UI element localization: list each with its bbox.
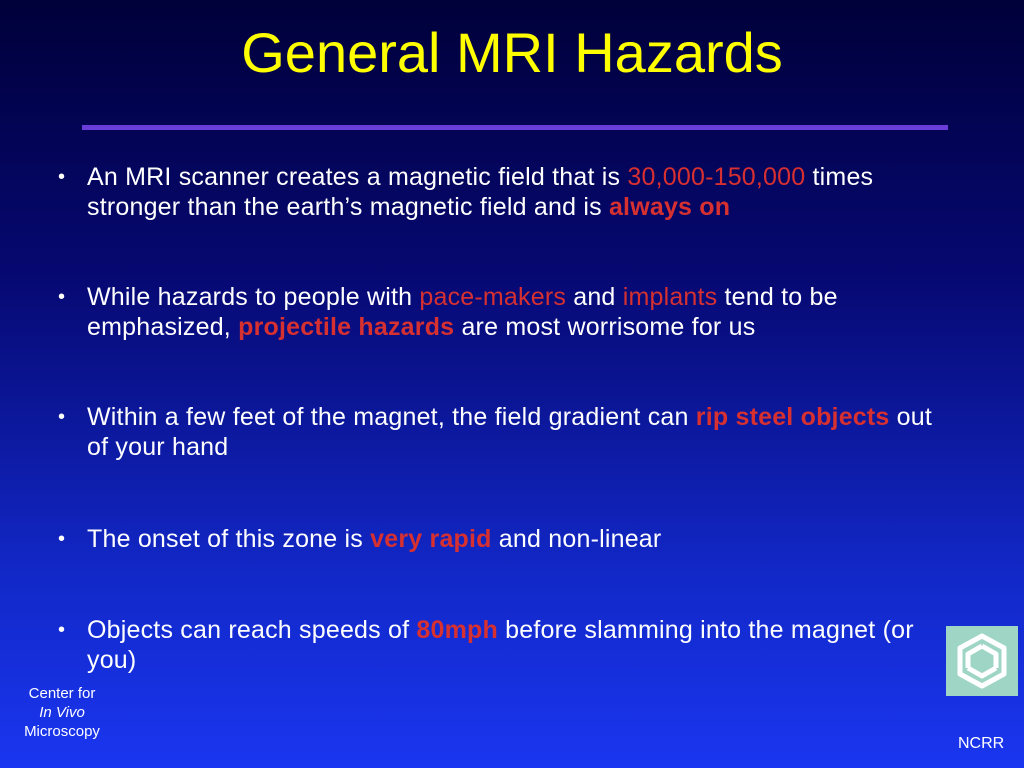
bullet-text xyxy=(58,162,958,222)
bullet-text-run: out of your hand xyxy=(87,403,933,461)
ncrr-label: NCRR xyxy=(958,735,1005,752)
bullet-item xyxy=(58,162,958,222)
institution-line-2: In Vivo xyxy=(39,704,85,721)
bullet-dot: • xyxy=(58,166,66,188)
highlighted-text-run: pace-makers xyxy=(419,283,567,311)
highlighted-text-run: very rapid xyxy=(370,525,492,553)
bullet-text-run: before slamming into the magnet (or you) xyxy=(87,616,914,674)
title-divider xyxy=(82,125,948,130)
highlighted-text-run: rip steel objects xyxy=(695,403,890,431)
bullet-text-run: are most worrisome for us xyxy=(454,313,756,341)
bullet-dot: • xyxy=(58,528,66,550)
institution-line-1: Center for xyxy=(28,685,96,702)
bullet-text-run: Objects can reach speeds of xyxy=(87,616,417,644)
institution-label xyxy=(12,684,112,741)
bullet-text-run: and xyxy=(566,283,623,311)
bullet-text xyxy=(58,402,958,462)
bullet-text-run: While hazards to people with xyxy=(87,283,420,311)
bullet-text xyxy=(58,615,958,675)
bullet-item xyxy=(58,524,958,554)
bullet-dot: • xyxy=(58,619,66,641)
bullet-text xyxy=(58,524,958,554)
bullet-text-run: and non-linear xyxy=(491,525,662,553)
highlighted-text-run: 80mph xyxy=(416,616,498,644)
bullet-text-run: times stronger than the earth’s magnetic field and is xyxy=(87,163,874,221)
highlighted-text-run: implants xyxy=(622,283,718,311)
bullet-item xyxy=(58,282,958,342)
bullet-text-run: tend to be emphasized, xyxy=(87,283,838,341)
bullet-text-run: An MRI scanner creates a magnetic field that is xyxy=(87,163,628,191)
bullet-text-run: Within a few feet of the magnet, the field gradient can xyxy=(87,403,696,431)
highlighted-text-run: projectile hazards xyxy=(238,313,455,341)
bullet-dot: • xyxy=(58,286,66,308)
bullet-item xyxy=(58,615,958,675)
highlighted-text-run: always on xyxy=(608,193,731,221)
bullet-item xyxy=(58,402,958,462)
bullet-text-run: The onset of this zone is xyxy=(87,525,371,553)
slide-title: General MRI Hazards xyxy=(241,21,783,84)
highlighted-text-run: 30,000-150,000 xyxy=(627,163,806,191)
bullet-dot: • xyxy=(58,406,66,428)
institution-line-3: Microscopy xyxy=(24,723,100,740)
nih-logo-icon xyxy=(946,626,1018,696)
bullet-text xyxy=(58,282,958,342)
